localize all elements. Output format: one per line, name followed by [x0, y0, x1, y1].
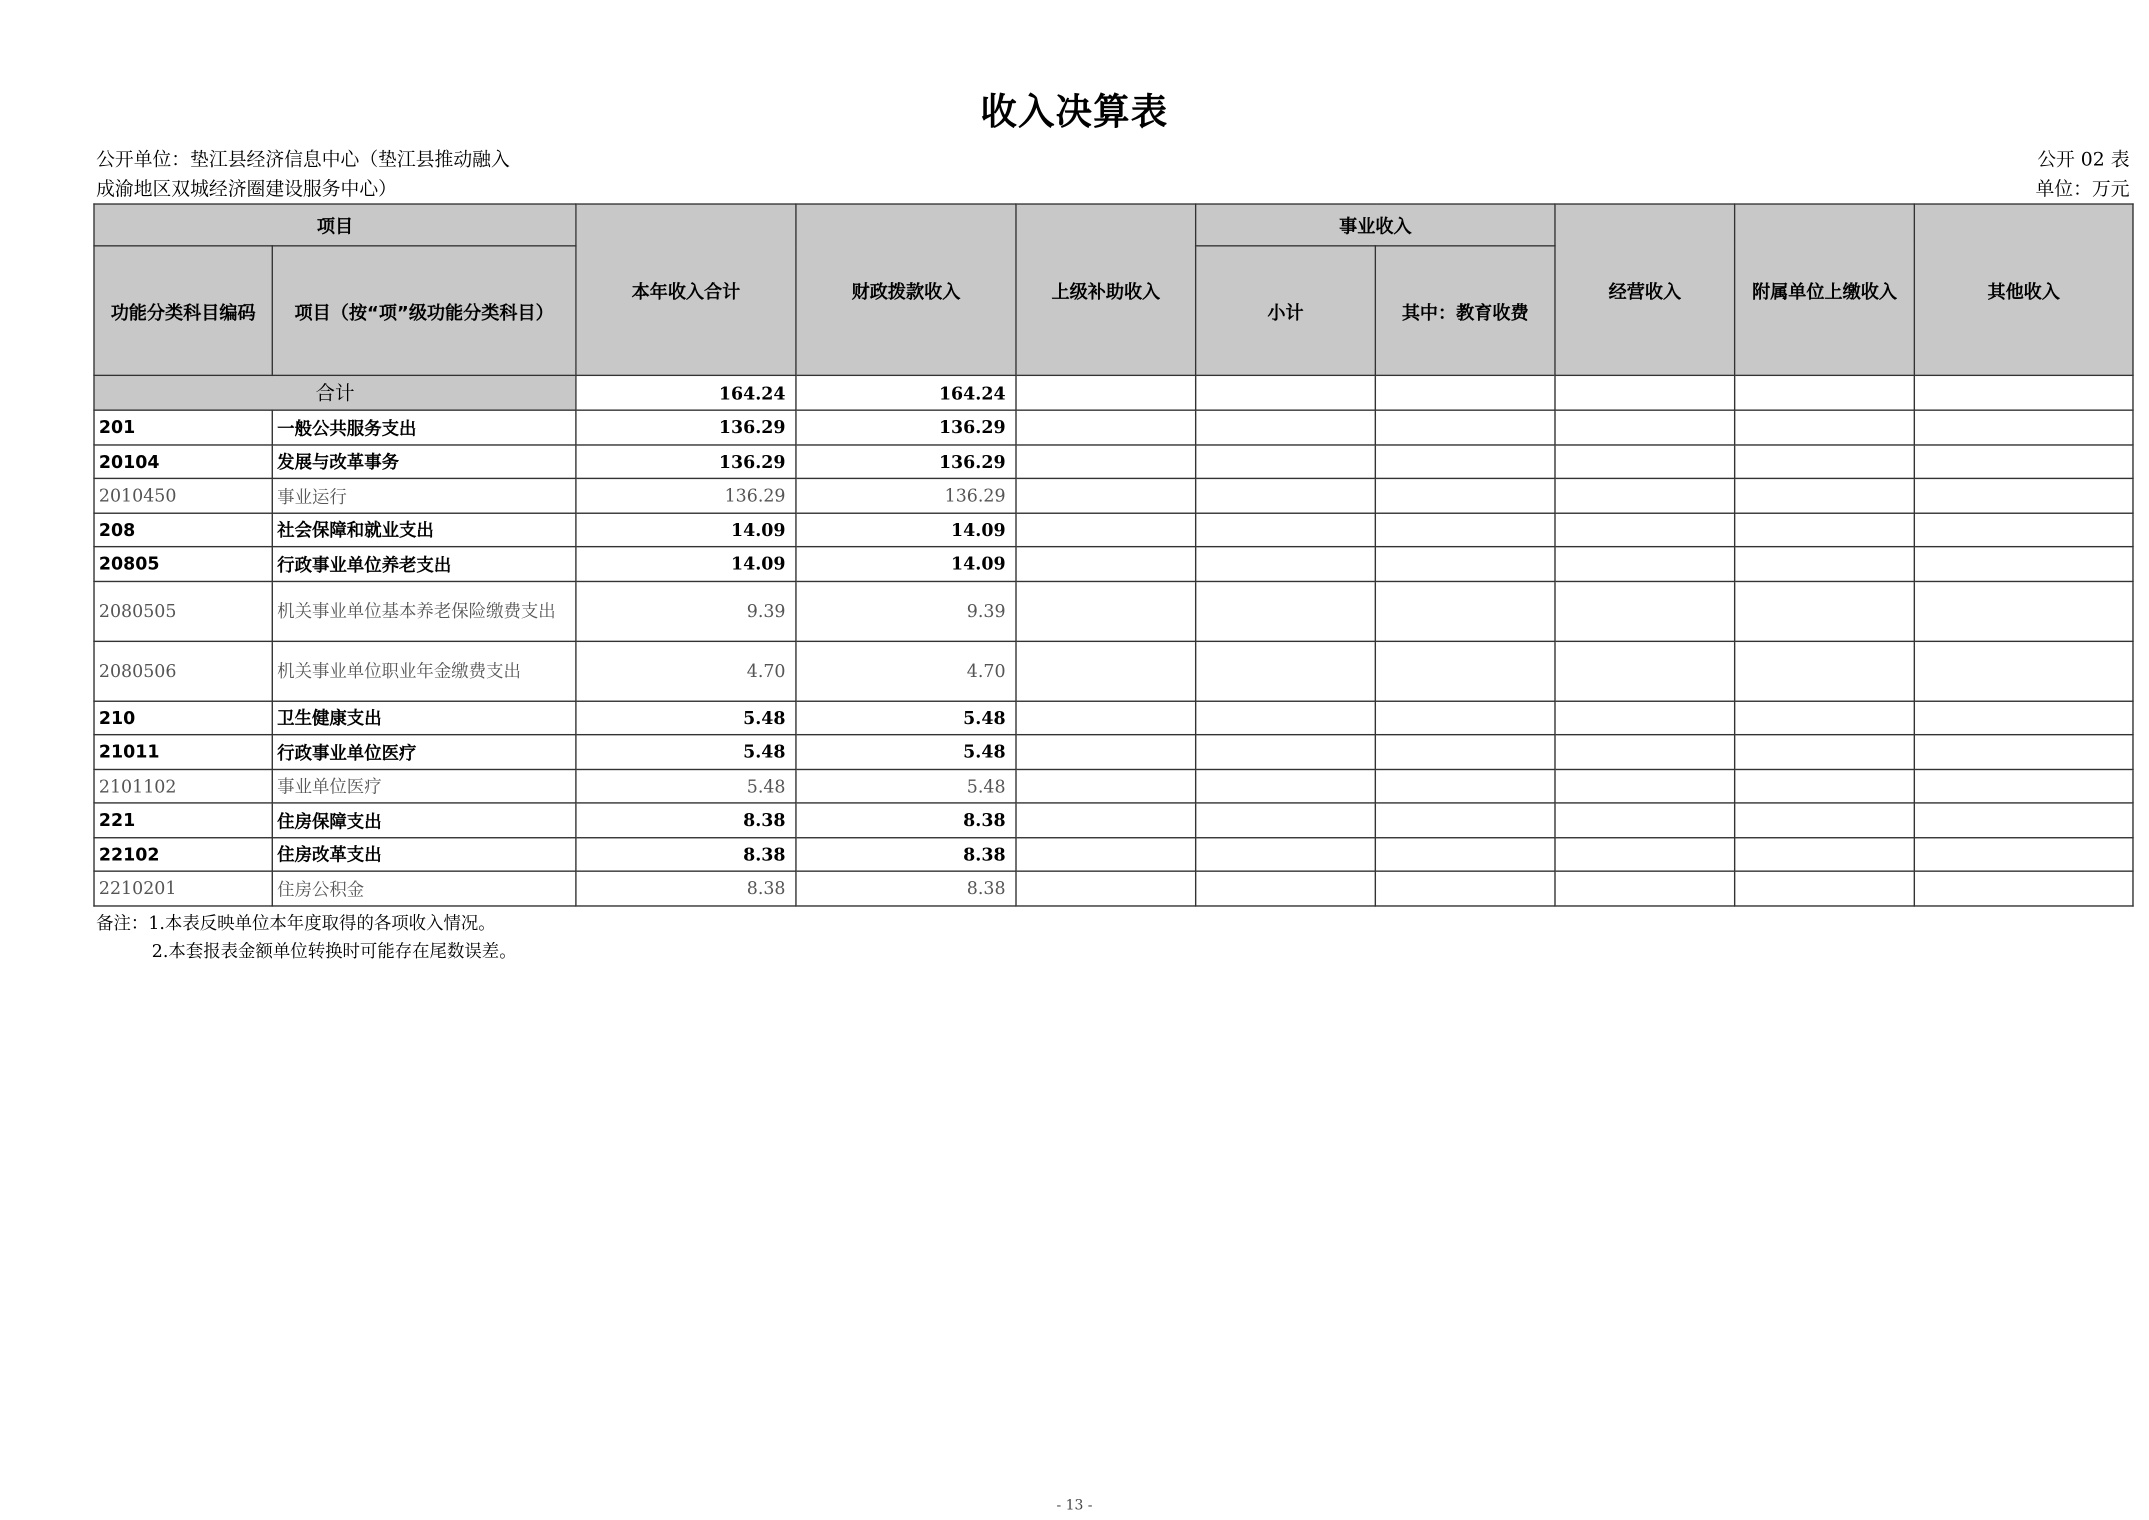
row-total-income-value: 136.29: [576, 478, 796, 512]
row-code: 210: [94, 701, 272, 735]
header-func-code: 功能分类科目编码: [94, 246, 272, 376]
row-affiliated-value: [1735, 769, 1915, 803]
row-subtotal-value: [1196, 735, 1376, 769]
table-row: [94, 871, 2133, 905]
row-fiscal-value: 9.39: [796, 581, 1016, 641]
row-fiscal-value: 14.09: [796, 513, 1016, 547]
row-total-income-value: 5.48: [576, 769, 796, 803]
header-func-name: 项目（按“项”级功能分类科目）: [272, 246, 576, 376]
total-other-value: [1914, 375, 2133, 410]
row-name: 行政事业单位养老支出: [272, 547, 576, 581]
row-affiliated-value: [1735, 837, 1915, 871]
row-superior-value: [1016, 735, 1196, 769]
row-superior-value: [1016, 547, 1196, 581]
row-name: 机关事业单位基本养老保险缴费支出: [272, 581, 576, 641]
row-affiliated-value: [1735, 444, 1915, 478]
row-operating-value: [1555, 410, 1735, 444]
row-other-value: [1914, 641, 2133, 701]
row-subtotal-value: [1196, 513, 1376, 547]
row-operating-value: [1555, 803, 1735, 837]
row-other-value: [1914, 735, 2133, 769]
row-code: 221: [94, 803, 272, 837]
row-superior-value: [1016, 444, 1196, 478]
table-row: [94, 701, 2133, 735]
row-total-income-value: 9.39: [576, 581, 796, 641]
row-total-income-value: 14.09: [576, 513, 796, 547]
row-subtotal-value: [1196, 641, 1376, 701]
row-code: 2210201: [94, 871, 272, 905]
header-affiliated-income: 附属单位上缴收入: [1735, 204, 1915, 375]
table-header: [94, 204, 2133, 375]
row-other-value: [1914, 547, 2133, 581]
row-operating-value: [1555, 641, 1735, 701]
unit-line-1: 公开单位：垫江县经济信息中心（垫江县推动融入: [96, 149, 510, 172]
row-education-value: [1375, 803, 1555, 837]
table-row: [94, 769, 2133, 803]
row-subtotal-value: [1196, 701, 1376, 735]
row-education-value: [1375, 513, 1555, 547]
row-code: 20104: [94, 444, 272, 478]
row-affiliated-value: [1735, 701, 1915, 735]
row-operating-value: [1555, 478, 1735, 512]
header-business-income: 事业收入: [1196, 204, 1555, 246]
row-education-value: [1375, 410, 1555, 444]
row-education-value: [1375, 478, 1555, 512]
header-project: 项目: [94, 204, 576, 246]
row-other-value: [1914, 769, 2133, 803]
row-code: 2080506: [94, 641, 272, 701]
table-row: [94, 803, 2133, 837]
row-operating-value: [1555, 701, 1735, 735]
table-row: [94, 478, 2133, 512]
row-name: 卫生健康支出: [272, 701, 576, 735]
row-affiliated-value: [1735, 547, 1915, 581]
row-superior-value: [1016, 478, 1196, 512]
report-title: 收入决算表: [980, 91, 1169, 134]
row-fiscal-value: 5.48: [796, 735, 1016, 769]
note-2: 2.本套报表金额单位转换时可能存在尾数误差。: [151, 940, 517, 961]
row-superior-value: [1016, 513, 1196, 547]
row-superior-value: [1016, 410, 1196, 444]
row-name: 事业运行: [272, 478, 576, 512]
row-code: 21011: [94, 735, 272, 769]
table-row: [94, 581, 2133, 641]
row-education-value: [1375, 837, 1555, 871]
row-superior-value: [1016, 769, 1196, 803]
table-row: [94, 410, 2133, 444]
row-operating-value: [1555, 735, 1735, 769]
row-other-value: [1914, 444, 2133, 478]
header-fiscal: 财政拨款收入: [796, 204, 1016, 375]
table-row: [94, 547, 2133, 581]
row-other-value: [1914, 513, 2133, 547]
page-number: - 13 -: [1056, 1498, 1093, 1514]
row-other-value: [1914, 478, 2133, 512]
header-superior-subsidy: 上级补助收入: [1016, 204, 1196, 375]
row-subtotal-value: [1196, 581, 1376, 641]
total-income-value: 164.24: [576, 375, 796, 410]
total-fiscal-value: 164.24: [796, 375, 1016, 410]
row-code: 2010450: [94, 478, 272, 512]
header-operating-income: 经营收入: [1555, 204, 1735, 375]
row-education-value: [1375, 735, 1555, 769]
row-operating-value: [1555, 837, 1735, 871]
row-operating-value: [1555, 581, 1735, 641]
header-subtotal: 小计: [1196, 246, 1376, 376]
row-name: 社会保障和就业支出: [272, 513, 576, 547]
row-name: 行政事业单位医疗: [272, 735, 576, 769]
row-education-value: [1375, 641, 1555, 701]
table-body: [94, 375, 2133, 905]
row-fiscal-value: 8.38: [796, 871, 1016, 905]
total-operating-value: [1555, 375, 1735, 410]
row-total-income-value: 136.29: [576, 444, 796, 478]
row-education-value: [1375, 444, 1555, 478]
note-1: 备注：1.本表反映单位本年度取得的各项收入情况。: [96, 912, 496, 934]
row-affiliated-value: [1735, 803, 1915, 837]
row-code: 2101102: [94, 769, 272, 803]
total-label: 合计: [94, 375, 576, 410]
currency-unit: 单位：万元: [2035, 178, 2130, 201]
unit-line-2: 成渝地区双城经济圈建设服务中心）: [96, 178, 397, 201]
row-name: 发展与改革事务: [272, 444, 576, 478]
row-name: 事业单位医疗: [272, 769, 576, 803]
row-other-value: [1914, 837, 2133, 871]
notes: [96, 909, 517, 965]
row-superior-value: [1016, 837, 1196, 871]
row-other-value: [1914, 581, 2133, 641]
row-superior-value: [1016, 701, 1196, 735]
row-superior-value: [1016, 871, 1196, 905]
table-row: [94, 641, 2133, 701]
table-row: [94, 444, 2133, 478]
row-name: 住房改革支出: [272, 837, 576, 871]
row-subtotal-value: [1196, 547, 1376, 581]
row-education-value: [1375, 871, 1555, 905]
row-subtotal-value: [1196, 444, 1376, 478]
row-total-income-value: 14.09: [576, 547, 796, 581]
row-subtotal-value: [1196, 837, 1376, 871]
row-fiscal-value: 136.29: [796, 410, 1016, 444]
row-operating-value: [1555, 444, 1735, 478]
row-affiliated-value: [1735, 410, 1915, 444]
row-affiliated-value: [1735, 581, 1915, 641]
row-superior-value: [1016, 803, 1196, 837]
row-affiliated-value: [1735, 641, 1915, 701]
row-operating-value: [1555, 513, 1735, 547]
table-row: [94, 513, 2133, 547]
row-name: 机关事业单位职业年金缴费支出: [272, 641, 576, 701]
row-total-income-value: 136.29: [576, 410, 796, 444]
form-number: 公开 02 表: [2037, 149, 2130, 172]
table-row: [94, 837, 2133, 871]
table-row: [94, 735, 2133, 769]
header-education-fee: 其中：教育收费: [1375, 246, 1555, 376]
row-education-value: [1375, 547, 1555, 581]
row-fiscal-value: 8.38: [796, 837, 1016, 871]
row-operating-value: [1555, 871, 1735, 905]
row-total-income-value: 8.38: [576, 837, 796, 871]
row-subtotal-value: [1196, 803, 1376, 837]
row-education-value: [1375, 769, 1555, 803]
total-row: [94, 375, 2133, 410]
row-affiliated-value: [1735, 478, 1915, 512]
row-subtotal-value: [1196, 478, 1376, 512]
row-total-income-value: 5.48: [576, 735, 796, 769]
total-affiliated-value: [1735, 375, 1915, 410]
row-subtotal-value: [1196, 769, 1376, 803]
row-subtotal-value: [1196, 410, 1376, 444]
row-superior-value: [1016, 641, 1196, 701]
row-affiliated-value: [1735, 513, 1915, 547]
row-fiscal-value: 136.29: [796, 478, 1016, 512]
row-name: 住房保障支出: [272, 803, 576, 837]
total-subtotal-value: [1196, 375, 1376, 410]
header-other-income: 其他收入: [1914, 204, 2133, 375]
row-code: 201: [94, 410, 272, 444]
row-total-income-value: 4.70: [576, 641, 796, 701]
row-name: 住房公积金: [272, 871, 576, 905]
total-superior-value: [1016, 375, 1196, 410]
row-total-income-value: 5.48: [576, 701, 796, 735]
row-fiscal-value: 14.09: [796, 547, 1016, 581]
row-fiscal-value: 5.48: [796, 769, 1016, 803]
row-code: 2080505: [94, 581, 272, 641]
row-name: 一般公共服务支出: [272, 410, 576, 444]
row-operating-value: [1555, 547, 1735, 581]
row-code: 22102: [94, 837, 272, 871]
total-education-value: [1375, 375, 1555, 410]
header-total-income: 本年收入合计: [576, 204, 796, 375]
row-fiscal-value: 8.38: [796, 803, 1016, 837]
form-info: [2035, 146, 2129, 204]
row-other-value: [1914, 701, 2133, 735]
row-other-value: [1914, 871, 2133, 905]
row-affiliated-value: [1735, 735, 1915, 769]
row-education-value: [1375, 701, 1555, 735]
row-total-income-value: 8.38: [576, 803, 796, 837]
row-other-value: [1914, 803, 2133, 837]
income-table: [93, 203, 2133, 906]
row-fiscal-value: 5.48: [796, 701, 1016, 735]
row-fiscal-value: 4.70: [796, 641, 1016, 701]
row-other-value: [1914, 410, 2133, 444]
row-affiliated-value: [1735, 871, 1915, 905]
row-education-value: [1375, 581, 1555, 641]
row-code: 208: [94, 513, 272, 547]
row-superior-value: [1016, 581, 1196, 641]
row-subtotal-value: [1196, 871, 1376, 905]
row-code: 20805: [94, 547, 272, 581]
row-fiscal-value: 136.29: [796, 444, 1016, 478]
row-operating-value: [1555, 769, 1735, 803]
row-total-income-value: 8.38: [576, 871, 796, 905]
unit-info: [96, 146, 510, 204]
